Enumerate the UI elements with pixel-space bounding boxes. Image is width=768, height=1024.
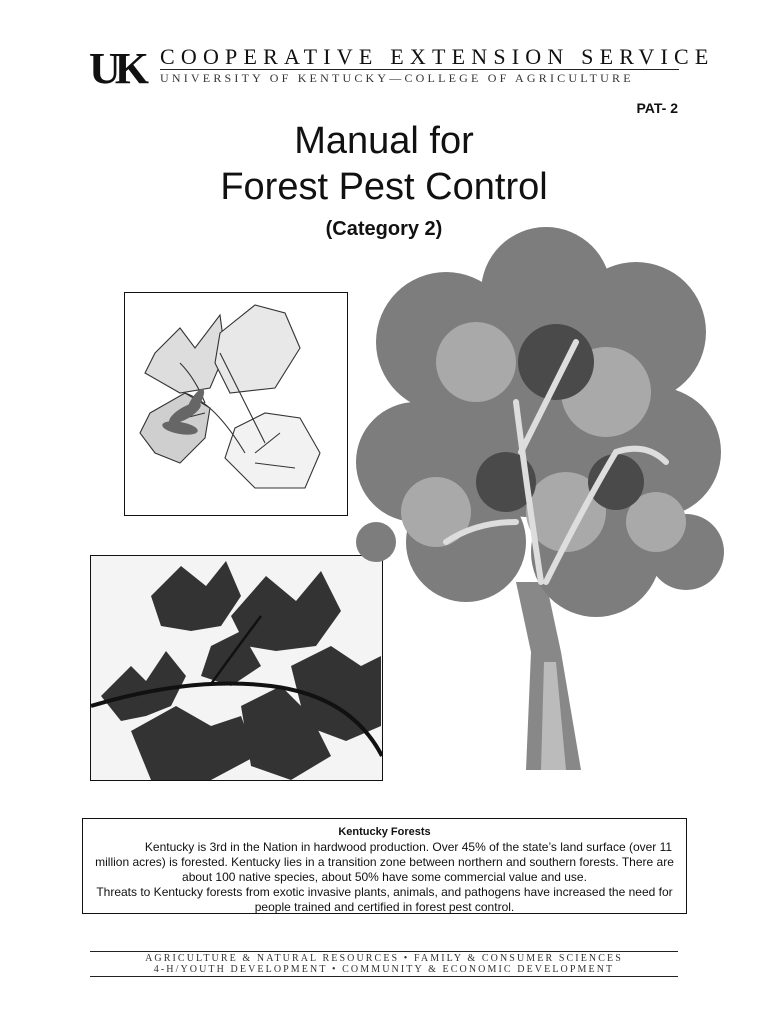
- footer-divider-bottom: [90, 976, 678, 977]
- tulip-leaf-drawing: [125, 293, 347, 515]
- page-subtitle: (Category 2): [325, 218, 443, 240]
- oak-leaves-image: [91, 556, 382, 780]
- leaf-sketch-image: [124, 292, 348, 516]
- footer-divider-top: [90, 951, 678, 952]
- kentucky-forests-box: [82, 818, 687, 914]
- title-line-1: Manual for: [294, 120, 474, 162]
- footer-line-1: AGRICULTURE & NATURAL RESOURCES • FAMILY & CONSUMER SCIENCES: [145, 953, 623, 964]
- publication-code: PAT- 2: [636, 100, 678, 116]
- title-line-2: Forest Pest Control: [220, 166, 548, 208]
- header-divider: [160, 69, 679, 70]
- info-paragraph-1: Kentucky is 3rd in the Nation in hardwood production. Over 45% of the state’s land surface (over 11 million acres) is forested. Kentucky lies in a transition zone between northern and southern forests. There are about 100 native species, about 50% have some commercial value and use.: [95, 840, 674, 884]
- oak-branch-photo: [90, 555, 383, 781]
- info-paragraph-2: Threats to Kentucky forests from exotic invasive plants, animals, and pathogens have increased the need for people trained and certified in forest pest control.: [96, 885, 673, 914]
- uk-logo: [89, 47, 155, 87]
- tree-illustration: [356, 222, 728, 770]
- footer-line-2: 4-H/YOUTH DEVELOPMENT • COMMUNITY & ECONOMIC DEVELOPMENT: [153, 964, 615, 975]
- page-title: [0, 118, 768, 210]
- org-subtitle: UNIVERSITY OF KENTUCKY—COLLEGE OF AGRICULTURE: [160, 71, 634, 85]
- logo-text: UK: [89, 47, 143, 87]
- info-heading: Kentucky Forests: [338, 826, 431, 838]
- org-name: COOPERATIVE EXTENSION SERVICE: [160, 44, 715, 69]
